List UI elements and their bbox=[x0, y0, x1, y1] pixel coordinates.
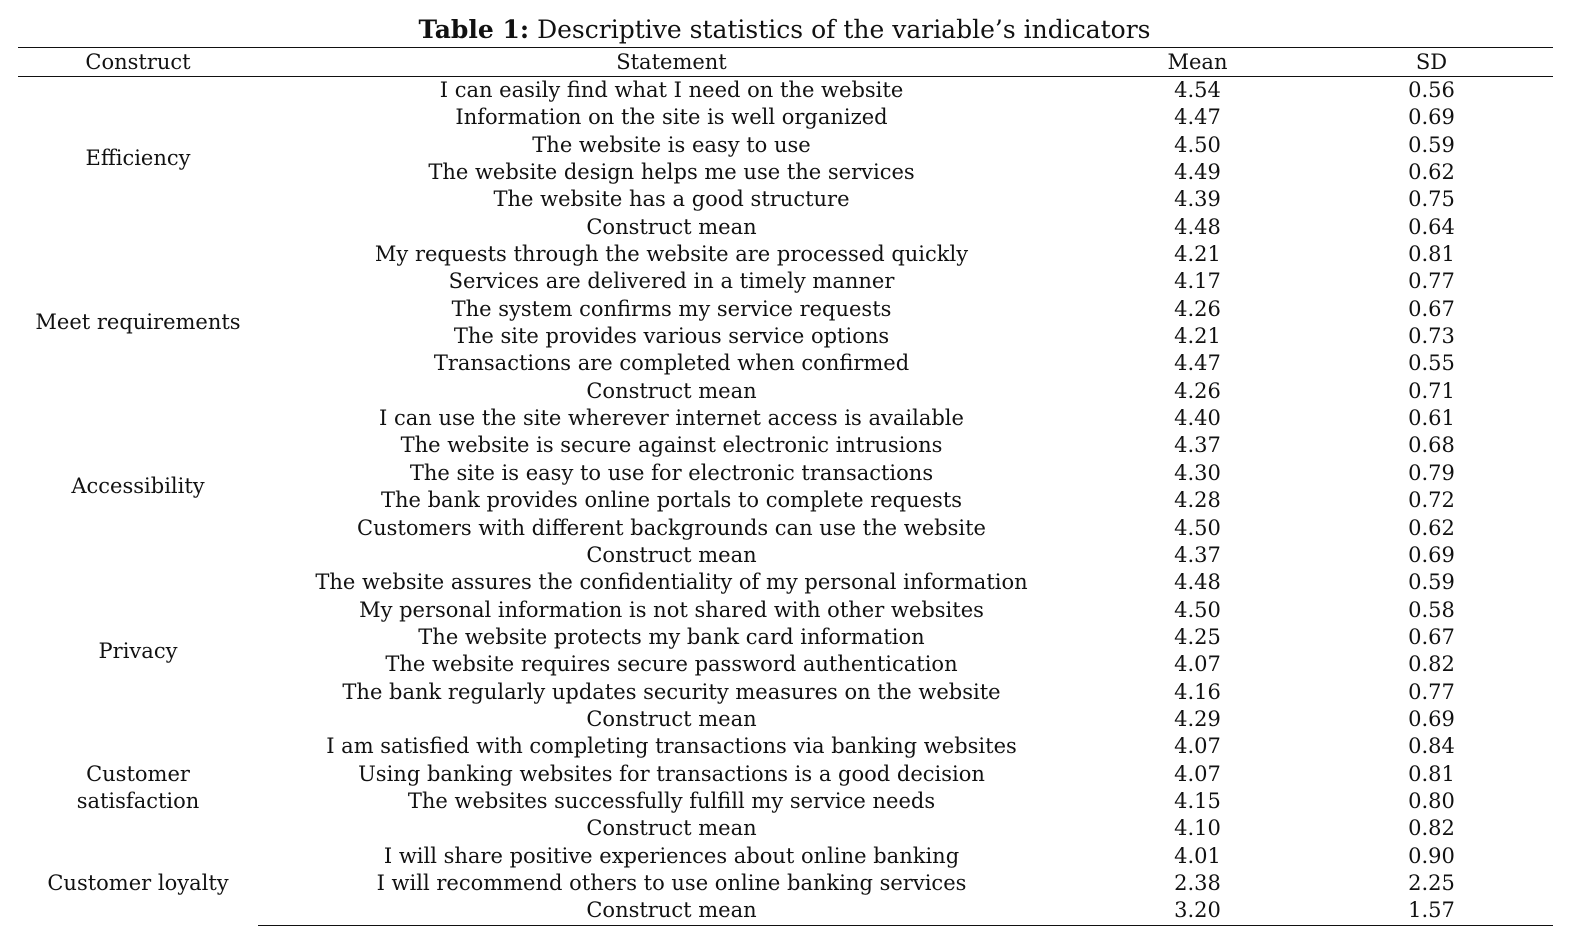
mean-cell: 4.47 bbox=[1174, 351, 1221, 376]
sd-cell: 0.64 bbox=[1408, 214, 1455, 239]
mean-cell: 4.30 bbox=[1174, 460, 1221, 485]
sd-cell: 0.67 bbox=[1408, 296, 1455, 321]
mean-cell: 4.37 bbox=[1174, 433, 1221, 458]
sd-cell: 0.84 bbox=[1408, 734, 1455, 759]
sd-cell: 0.75 bbox=[1408, 187, 1455, 212]
statement-cell: The site provides various service options bbox=[453, 324, 890, 349]
construct-cell: Accessibility bbox=[71, 474, 205, 499]
sd-cell: 0.68 bbox=[1408, 433, 1455, 458]
statement-cell: I can use the site wherever internet access is available bbox=[379, 406, 964, 431]
statement-cell: The website assures the confidentiality of my personal information bbox=[315, 570, 1028, 595]
statement-cell: The system confirms my service requests bbox=[451, 296, 892, 321]
statement-cell: The websites successfully fulfill my service needs bbox=[407, 788, 936, 813]
sd-cell: 0.82 bbox=[1408, 816, 1455, 841]
statement-cell: Information on the site is well organized bbox=[455, 105, 888, 130]
statement-cell: Customers with different backgrounds can use the website bbox=[357, 515, 986, 540]
sd-cell: 0.79 bbox=[1408, 460, 1455, 485]
statement-cell: The website is secure against electronic intrusions bbox=[400, 433, 943, 458]
sd-cell: 0.69 bbox=[1408, 706, 1455, 731]
mean-cell: 4.15 bbox=[1174, 788, 1221, 813]
statement-cell: I will recommend others to use online banking services bbox=[376, 870, 967, 895]
statement-cell: The website has a good structure bbox=[493, 187, 850, 212]
mean-cell: 4.26 bbox=[1174, 378, 1221, 403]
table-row bbox=[18, 77, 1553, 105]
statement-cell: Construct mean bbox=[586, 706, 757, 731]
statement-cell: Construct mean bbox=[586, 816, 757, 841]
sd-cell: 0.55 bbox=[1408, 351, 1455, 376]
sd-cell: 0.80 bbox=[1408, 788, 1455, 813]
construct-cell: Customer satisfaction bbox=[76, 761, 200, 813]
mean-cell: 4.48 bbox=[1174, 214, 1221, 239]
mean-cell: 4.40 bbox=[1174, 406, 1221, 431]
mean-cell: 4.10 bbox=[1174, 816, 1221, 841]
statement-cell: The bank provides online portals to complete requests bbox=[380, 488, 963, 513]
sd-cell: 0.77 bbox=[1408, 679, 1455, 704]
mean-cell: 4.47 bbox=[1174, 105, 1221, 130]
mean-cell: 4.37 bbox=[1174, 542, 1221, 567]
sd-cell: 0.59 bbox=[1408, 570, 1455, 595]
sd-cell: 0.69 bbox=[1408, 105, 1455, 130]
sd-cell: 0.72 bbox=[1408, 488, 1455, 513]
mean-cell: 4.28 bbox=[1174, 488, 1221, 513]
header-sd: SD bbox=[1310, 48, 1553, 77]
mean-cell: 4.50 bbox=[1174, 132, 1221, 157]
statement-cell: I am satisfied with completing transactions via banking websites bbox=[326, 734, 1017, 759]
statement-cell: The website design helps me use the services bbox=[428, 160, 915, 185]
mean-cell: 4.21 bbox=[1174, 242, 1221, 267]
mean-cell: 4.16 bbox=[1174, 679, 1221, 704]
statement-cell: Construct mean bbox=[586, 542, 757, 567]
statement-cell: The website is easy to use bbox=[532, 132, 811, 157]
mean-cell: 4.50 bbox=[1174, 515, 1221, 540]
sd-cell: 0.77 bbox=[1408, 269, 1455, 294]
construct-cell: Meet requirements bbox=[35, 310, 241, 335]
mean-cell: 4.29 bbox=[1174, 706, 1221, 731]
table-row bbox=[18, 733, 1553, 760]
sd-cell: 0.59 bbox=[1408, 132, 1455, 157]
statement-cell: Transactions are completed when confirmed bbox=[433, 351, 910, 376]
mean-cell: 4.54 bbox=[1174, 78, 1221, 102]
mean-cell: 4.39 bbox=[1174, 187, 1221, 212]
construct-cell: Customer loyalty bbox=[47, 871, 229, 896]
mean-cell: 4.48 bbox=[1174, 570, 1221, 595]
statement-cell: My requests through the website are processed quickly bbox=[374, 242, 969, 267]
mean-cell: 4.17 bbox=[1174, 269, 1221, 294]
sd-cell: 0.81 bbox=[1408, 242, 1455, 267]
statement-cell: The website protects my bank card information bbox=[418, 624, 925, 649]
sd-cell: 2.25 bbox=[1408, 870, 1455, 895]
mean-cell: 4.07 bbox=[1174, 761, 1221, 786]
sd-cell: 0.61 bbox=[1408, 406, 1455, 431]
sd-cell: 0.58 bbox=[1408, 597, 1455, 622]
sd-cell: 0.71 bbox=[1408, 378, 1455, 403]
mean-cell: 4.21 bbox=[1174, 324, 1221, 349]
table-caption bbox=[0, 14, 1569, 46]
table-row bbox=[18, 843, 1553, 870]
table-body bbox=[18, 77, 1553, 926]
mean-cell: 4.49 bbox=[1174, 160, 1221, 185]
mean-cell: 4.07 bbox=[1174, 734, 1221, 759]
mean-cell: 4.25 bbox=[1174, 624, 1221, 649]
mean-cell: 4.26 bbox=[1174, 296, 1221, 321]
sd-cell: 0.90 bbox=[1408, 843, 1455, 868]
table-row bbox=[18, 405, 1553, 432]
header-statement: Statement bbox=[258, 48, 1085, 77]
construct-cell: Privacy bbox=[98, 638, 178, 663]
sd-cell: 0.69 bbox=[1408, 542, 1455, 567]
sd-cell: 0.56 bbox=[1408, 78, 1455, 102]
descriptive-statistics-table bbox=[18, 47, 1553, 926]
statement-cell: Construct mean bbox=[586, 214, 757, 239]
statement-cell: I will share positive experiences about online banking bbox=[383, 843, 960, 868]
mean-cell: 2.38 bbox=[1174, 870, 1221, 895]
sd-cell: 0.82 bbox=[1408, 652, 1455, 677]
header-construct: Construct bbox=[18, 48, 258, 77]
construct-cell: Efficiency bbox=[85, 146, 191, 171]
mean-cell: 3.20 bbox=[1085, 897, 1310, 925]
caption-label: Table 1: bbox=[418, 15, 530, 44]
statement-cell: The bank regularly updates security measures on the website bbox=[342, 679, 1001, 704]
statement-cell: The website requires secure password authentication bbox=[385, 652, 958, 677]
mean-cell: 4.01 bbox=[1174, 843, 1221, 868]
statement-cell: My personal information is not shared with other websites bbox=[359, 597, 984, 622]
statement-cell: Construct mean bbox=[586, 378, 757, 403]
sd-cell: 1.57 bbox=[1310, 897, 1553, 925]
caption-text: Descriptive statistics of the variable’s indicators bbox=[529, 15, 1151, 44]
statement-cell: Construct mean bbox=[258, 897, 1085, 925]
mean-cell: 4.50 bbox=[1174, 597, 1221, 622]
sd-cell: 0.73 bbox=[1408, 324, 1455, 349]
sd-cell: 0.62 bbox=[1408, 160, 1455, 185]
header-row bbox=[18, 48, 1553, 77]
table-row bbox=[18, 241, 1553, 268]
table-row bbox=[18, 569, 1553, 596]
statement-cell: Using banking websites for transactions is a good decision bbox=[358, 761, 985, 786]
sd-cell: 0.67 bbox=[1408, 624, 1455, 649]
statement-cell: The site is easy to use for electronic transactions bbox=[409, 460, 934, 485]
header-mean: Mean bbox=[1085, 48, 1310, 77]
sd-cell: 0.62 bbox=[1408, 515, 1455, 540]
statement-cell: Services are delivered in a timely manner bbox=[448, 269, 895, 294]
statement-cell: I can easily find what I need on the website bbox=[439, 78, 904, 102]
sd-cell: 0.81 bbox=[1408, 761, 1455, 786]
mean-cell: 4.07 bbox=[1174, 652, 1221, 677]
